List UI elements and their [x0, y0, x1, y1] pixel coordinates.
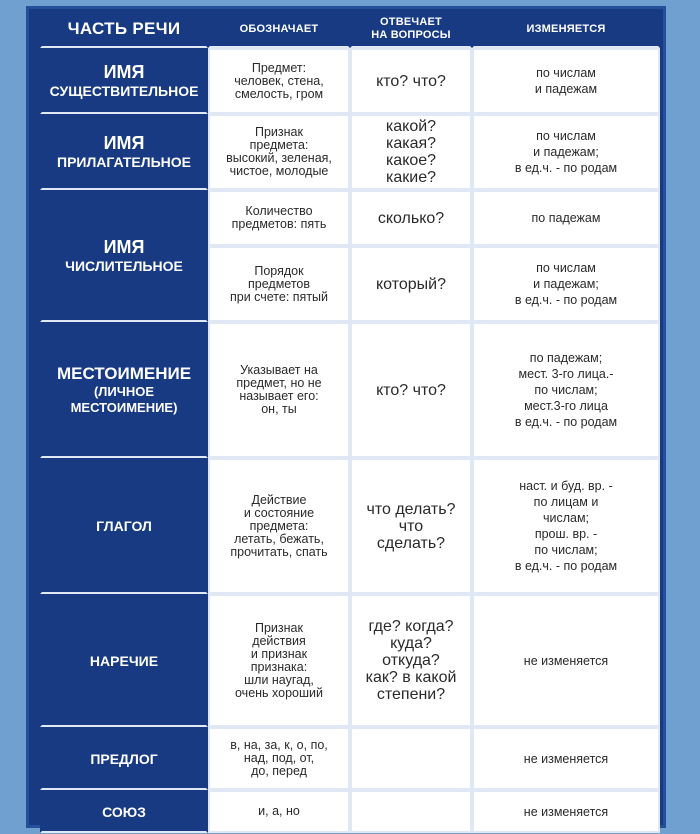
part-pronoun: МЕСТОИМЕНИЕ (ЛИЧНОЕ МЕСТОИМЕНИЕ) — [40, 322, 208, 458]
changes-noun: по числам и падежам — [472, 48, 660, 114]
changes-preposition: не изменяется — [472, 727, 660, 790]
questions-noun: кто? что? — [350, 48, 472, 114]
part-adverb: НАРЕЧИЕ — [40, 594, 208, 727]
part-conjunction: СОЮЗ — [40, 790, 208, 833]
header-part: ЧАСТЬ РЕЧИ — [40, 10, 208, 48]
questions-numeral-quantity: сколько? — [350, 190, 472, 246]
means-noun: Предмет: человек, стена, смелость, гром — [208, 48, 350, 114]
table-row-pronoun — [40, 322, 660, 458]
part-adjective: ИМЯ ПРИЛАГАТЕЛЬНОЕ — [40, 114, 208, 190]
means-adverb: Признак действия и признак признака: шли наугад, очень хороший — [208, 594, 350, 727]
parts-of-speech-table — [40, 10, 660, 833]
table-row-noun — [40, 48, 660, 114]
table-row-verb — [40, 458, 660, 594]
table-row-numeral-a — [40, 190, 660, 246]
means-preposition: в, на, за, к, о, по, над, под, от, до, перед — [208, 727, 350, 790]
table-row-conjunction — [40, 790, 660, 833]
header-row — [40, 10, 660, 48]
means-numeral-order: Порядок предметов при счете: пятый — [208, 246, 350, 322]
changes-adjective: по числам и падежам; в ед.ч. - по родам — [472, 114, 660, 190]
table-row-adjective — [40, 114, 660, 190]
header-answers: ОТВЕЧАЕТ НА ВОПРОСЫ — [350, 10, 472, 48]
changes-pronoun: по падежам; мест. 3-го лица.- по числам; мест.3-го лица в ед.ч. - по родам — [472, 322, 660, 458]
questions-pronoun: кто? что? — [350, 322, 472, 458]
questions-adverb: где? когда? куда? откуда? как? в какой степени? — [350, 594, 472, 727]
means-numeral-quantity: Количество предметов: пять — [208, 190, 350, 246]
part-verb: ГЛАГОЛ — [40, 458, 208, 594]
header-means: ОБОЗНАЧАЕТ — [208, 10, 350, 48]
questions-verb: что делать? что сделать? — [350, 458, 472, 594]
table-row-preposition — [40, 727, 660, 790]
means-pronoun: Указывает на предмет, но не называет его: он, ты — [208, 322, 350, 458]
questions-preposition — [350, 727, 472, 790]
means-adjective: Признак предмета: высокий, зеленая, чистое, молодые — [208, 114, 350, 190]
part-noun: ИМЯ СУЩЕСТВИТЕЛЬНОЕ — [40, 48, 208, 114]
questions-numeral-order: который? — [350, 246, 472, 322]
table-row-adverb — [40, 594, 660, 727]
changes-verb: наст. и буд. вр. - по лицам и числам; прош. вр. - по числам; в ед.ч. - по родам — [472, 458, 660, 594]
questions-adjective: какой? какая? какое? какие? — [350, 114, 472, 190]
changes-adverb: не изменяется — [472, 594, 660, 727]
changes-conjunction: не изменяется — [472, 790, 660, 833]
part-numeral: ИМЯ ЧИСЛИТЕЛЬНОЕ — [40, 190, 208, 322]
part-preposition: ПРЕДЛОГ — [40, 727, 208, 790]
changes-numeral-order: по числам и падежам; в ед.ч. - по родам — [472, 246, 660, 322]
changes-numeral-quantity: по падежам — [472, 190, 660, 246]
header-changes: ИЗМЕНЯЕТСЯ — [472, 10, 660, 48]
questions-conjunction — [350, 790, 472, 833]
means-conjunction: и, а, но — [208, 790, 350, 833]
means-verb: Действие и состояние предмета: летать, бежать, прочитать, спать — [208, 458, 350, 594]
